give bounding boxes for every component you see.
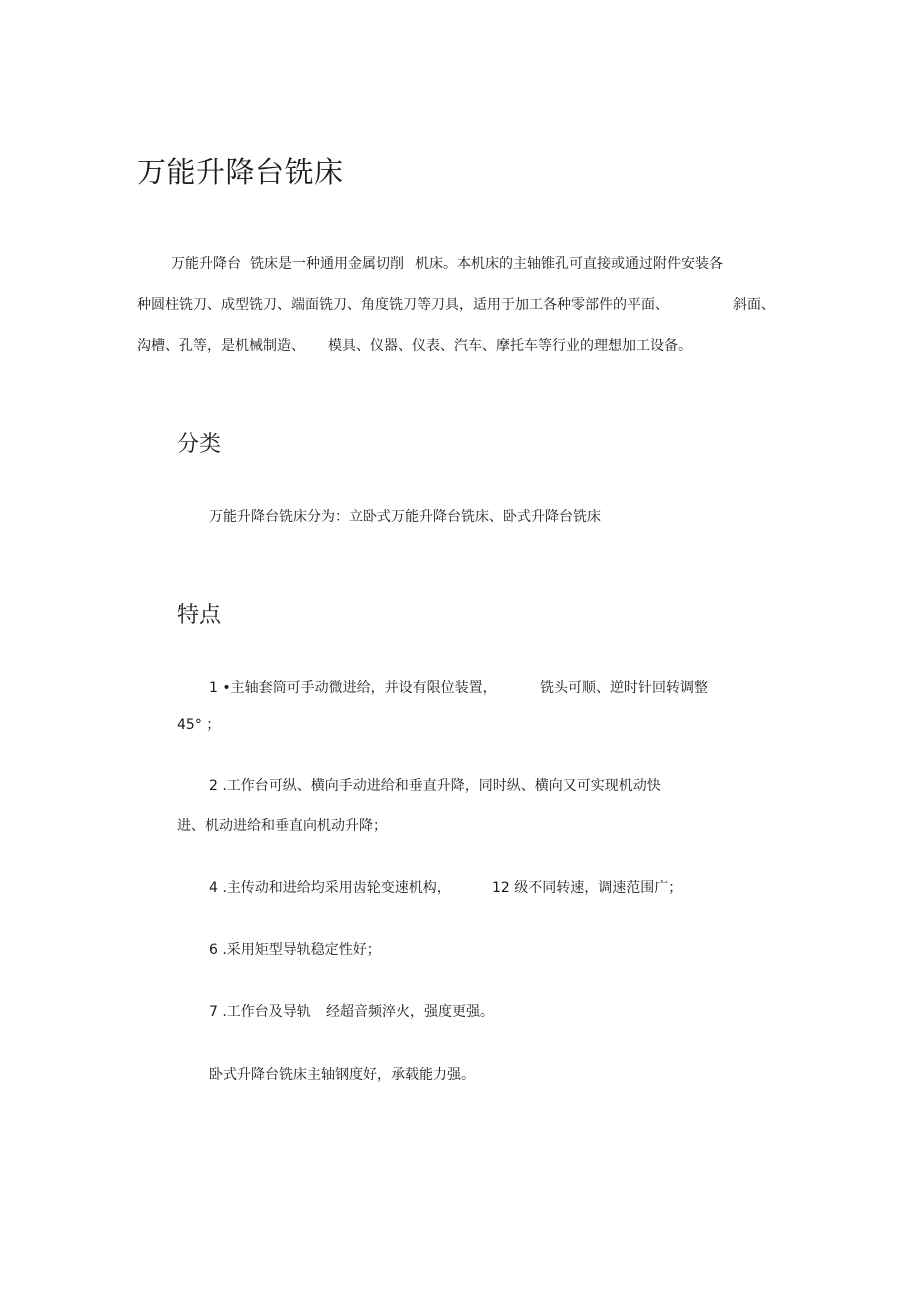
- intro-line1-part3: 机床。本机床的主轴锥孔可直接或通过附件安装各: [415, 256, 723, 272]
- section-heading-features: 特点: [177, 603, 222, 628]
- intro-line1-part2: 铣床是一种通用金属切削: [250, 256, 404, 272]
- feature-1-part1: 1 •主轴套筒可手动微进给，并设有限位装置，: [209, 680, 497, 696]
- feature-7-part1: 7 .工作台及导轨: [209, 1004, 311, 1020]
- feature-2-line1: 2 .工作台可纵、横向手动进给和垂直升降，同时纵、横向又可实现机动快: [209, 778, 661, 794]
- intro-line3-part2: 模具、仪器、仪表、汽车、摩托车等行业的理想加工设备。: [328, 338, 692, 354]
- closing-text: 卧式升降台铣床主轴钢度好，承载能力强。: [209, 1067, 475, 1083]
- intro-line2-part1: 种圆柱铣刀、成型铣刀、端面铣刀、角度铣刀等刀具，适用于加工各种零部件的平面、: [137, 297, 669, 313]
- intro-line2-part2: 斜面、: [733, 297, 775, 313]
- feature-7-part2: 经超音频淬火，强度更强。: [326, 1004, 494, 1020]
- intro-line3-part1: 沟槽、孔等，是机械制造、: [137, 338, 305, 354]
- page-title: 万能升降台铣床: [137, 155, 344, 189]
- section-heading-classification: 分类: [177, 432, 222, 457]
- feature-6: 6 .采用矩型导轨稳定性好；: [209, 942, 381, 958]
- feature-4-part2: 12 级不同转速，调速范围广；: [492, 880, 683, 896]
- feature-1-part3: 45° ；: [177, 717, 221, 733]
- classification-text: 万能升降台铣床分为：立卧式万能升降台铣床、卧式升降台铣床: [209, 509, 601, 525]
- feature-1-part2: 铣头可顺、逆时针回转调整: [540, 680, 708, 696]
- intro-line1-part1: 万能升降台: [171, 256, 241, 272]
- feature-2-line2: 进、机动进给和垂直向机动升降；: [177, 818, 387, 834]
- feature-4-part1: 4 .主传动和进给均采用齿轮变速机构，: [209, 880, 451, 896]
